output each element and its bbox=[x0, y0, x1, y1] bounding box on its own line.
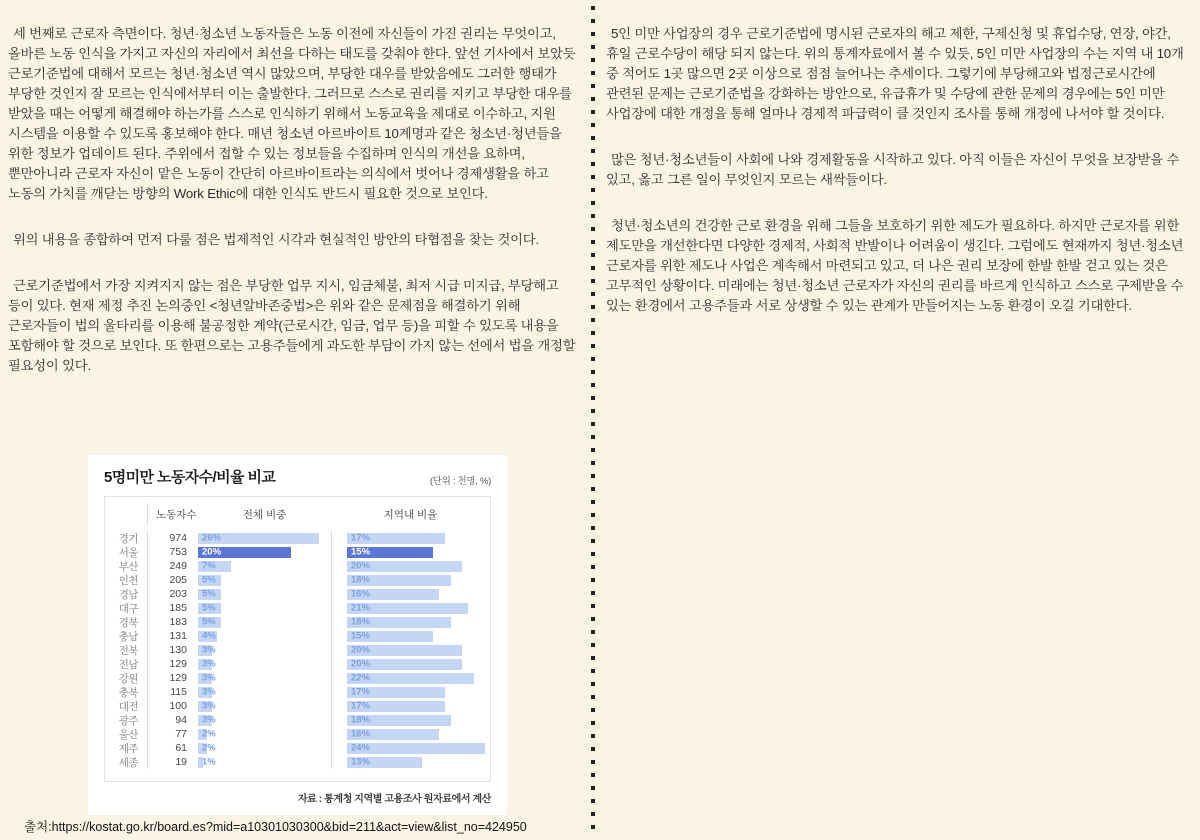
total-share-cell bbox=[198, 685, 331, 699]
chart-row bbox=[105, 531, 490, 545]
chart-row bbox=[105, 699, 490, 713]
regional-ratio-label: 18% bbox=[351, 714, 371, 726]
total-share-cell bbox=[198, 741, 331, 755]
total-share-label: 2% bbox=[202, 742, 216, 754]
region-label: 경북 bbox=[118, 616, 138, 629]
region-label: 세종 bbox=[118, 756, 138, 769]
total-share-cell bbox=[198, 755, 331, 769]
regional-ratio-cell bbox=[331, 685, 490, 699]
region-label: 부산 bbox=[118, 560, 138, 573]
total-share-label: 3% bbox=[202, 658, 216, 670]
region-label: 광주 bbox=[118, 714, 138, 727]
total-share-cell bbox=[198, 643, 331, 657]
total-share-label: 5% bbox=[202, 602, 216, 614]
total-share-cell bbox=[198, 531, 331, 545]
workers-value: 974 bbox=[147, 531, 198, 545]
region-label: 인천 bbox=[118, 574, 138, 587]
total-share-label: 2% bbox=[202, 728, 216, 740]
total-share-cell bbox=[198, 545, 331, 559]
regional-ratio-label: 15% bbox=[351, 630, 371, 642]
regional-ratio-label: 16% bbox=[351, 728, 371, 740]
total-share-label: 7% bbox=[202, 560, 216, 572]
chart-row bbox=[105, 685, 490, 699]
workers-value: 130 bbox=[147, 643, 198, 657]
column-divider-dotted bbox=[591, 6, 595, 836]
body-paragraph: 세 번째로 근로자 측면이다. 청년·청소년 노동자들은 노동 이전에 자신들이 가진 권리는 무엇이고, 올바른 노동 인식을 가지고 자신의 자리에서 최선을 다하는 태도를 갖춰야 한다. 앞선 기사에서 보았듯 근로기준법에 대해서 모르는 청년·청소년 역시 많았으며, 부당한 대우를 받았음에도 그러한 행태가 부당한 것인지 잘 모르는 인식에서부터 이는 출발한다. 그러므로 스스로 권리를 지키고 부당한 대우를 받았을 때는 어떻게 해결해야 하는가를 스스로 인식하기 위해서 노동교육을 제대로 이수하고, 지원 시스템을 이용할 수 있도록 홍보해야 한다. 매년 청소년 아르바이트 10계명과 같은 청소년·청년들을 위한 정보가 업데이트 된다. 주위에서 접할 수 있는 정보들을 수집하며 인식의 개선을 요하며, 뿐만아니라 근로자 자신이 맡은 노동이 간단히 아르바이트라는 의식에서 벗어나 경제생활을 하고 노동의 가치를 깨닫는 방향의 Work Ethic에 대한 인식도 반드시 필요한 것으로 보인다. bbox=[8, 26, 576, 201]
body-paragraph: 많은 청년·청소년들이 사회에 나와 경제활동을 시작하고 있다. 아직 이들은 자신이 무엇을 보장받을 수 있고, 옳고 그른 일이 무엇인지 모르는 새싹들이다. bbox=[606, 152, 1180, 187]
source-citation: 출처:https://kostat.go.kr/board.es?mid=a10301030300&bid=211&act=view&list_no=424950 bbox=[24, 820, 527, 834]
workers-value: 94 bbox=[147, 713, 198, 727]
workers-value: 129 bbox=[147, 671, 198, 685]
chart-row bbox=[105, 615, 490, 629]
workers-value: 205 bbox=[147, 573, 198, 587]
workers-value: 19 bbox=[147, 755, 198, 769]
region-label: 경남 bbox=[118, 588, 138, 601]
regional-ratio-label: 13% bbox=[351, 756, 371, 768]
total-share-cell bbox=[198, 657, 331, 671]
left-column bbox=[8, 24, 578, 402]
region-label: 전남 bbox=[118, 658, 138, 671]
workers-value: 203 bbox=[147, 587, 198, 601]
total-share-cell bbox=[198, 699, 331, 713]
total-share-cell bbox=[198, 629, 331, 643]
workers-value: 115 bbox=[147, 685, 198, 699]
total-share-label: 5% bbox=[202, 574, 216, 586]
total-share-cell bbox=[198, 601, 331, 615]
regional-ratio-cell bbox=[331, 657, 490, 671]
regional-ratio-label: 20% bbox=[351, 644, 371, 656]
chart-row bbox=[105, 559, 490, 573]
body-paragraph: 5인 미만 사업장의 경우 근로기준법에 명시된 근로자의 해고 제한, 구제신청 및 휴업수당, 연장, 야간, 휴일 근로수당이 해당 되지 않는다. 위의 통계자료에서 볼 수 있듯, 5인 미만 사업장의 수는 지역 내 10개 중 적어도 1곳 많으면 2곳 이상으로 점점 늘어나는 추세이다. 그렇기에 부당해고와 법정근로시간에 관련된 문제는 근로기준법을 강화하는 방안으로, 유급휴가 및 수당에 관한 문제의 경우에는 5인 미만 사업장에 대한 개정을 통해 얼마나 경제적 파급력이 클 것인지 조사를 통해 개정에 나서야 할 것이다. bbox=[606, 26, 1184, 121]
chart-rows bbox=[105, 531, 490, 769]
regional-ratio-cell bbox=[331, 741, 490, 755]
workers-value: 77 bbox=[147, 727, 198, 741]
region-label: 대구 bbox=[118, 602, 138, 615]
total-share-cell bbox=[198, 573, 331, 587]
body-paragraph: 위의 내용을 종합하여 먼저 다룰 점은 법제적인 시각과 현실적인 방안의 타협점을 찾는 것이다. bbox=[13, 232, 539, 247]
total-share-cell bbox=[198, 615, 331, 629]
regional-ratio-cell bbox=[331, 573, 490, 587]
regional-ratio-cell bbox=[331, 671, 490, 685]
regional-ratio-label: 20% bbox=[351, 658, 371, 670]
chart-row bbox=[105, 601, 490, 615]
chart-row bbox=[105, 545, 490, 559]
col-header-regional-ratio: 지역내 비율 bbox=[383, 508, 438, 521]
regional-ratio-cell bbox=[331, 755, 490, 769]
chart-row bbox=[105, 643, 490, 657]
chart-row bbox=[105, 657, 490, 671]
regional-ratio-cell bbox=[331, 713, 490, 727]
total-share-cell bbox=[198, 559, 331, 573]
body-paragraph: 청년·청소년의 건강한 근로 환경을 위해 그들을 보호하기 위한 제도가 필요하다. 하지만 근로자를 위한 제도만을 개선한다면 다양한 경제적, 사회적 반발이나 어려움이 생긴다. 그럼에도 현재까지 청년·청소년 근로자를 위한 제도나 사업은 계속해서 마련되고 있고, 더 나은 권리 보장에 한발 한발 걷고 있는 것은 고무적인 상황이다. 미래에는 청년·청소년 근로자가 자신의 권리를 바르게 인식하고 스스로 구제받을 수 있는 환경에서 고용주들과 서로 상생할 수 있는 관계가 만들어지는 노동 환경이 오길 기대한다. bbox=[606, 218, 1184, 313]
regional-ratio-cell bbox=[331, 531, 490, 545]
regional-ratio-label: 21% bbox=[351, 602, 371, 614]
regional-ratio-label: 17% bbox=[351, 532, 371, 544]
workers-value: 185 bbox=[147, 601, 198, 615]
total-share-label: 4% bbox=[202, 630, 216, 642]
total-share-cell bbox=[198, 727, 331, 741]
total-share-label: 20% bbox=[202, 546, 222, 558]
regional-ratio-label: 16% bbox=[351, 588, 371, 600]
chart-row bbox=[105, 629, 490, 643]
region-label: 충남 bbox=[118, 630, 138, 643]
workers-value: 183 bbox=[147, 615, 198, 629]
total-share-label: 3% bbox=[202, 672, 216, 684]
total-share-cell bbox=[198, 671, 331, 685]
right-column bbox=[606, 24, 1194, 342]
total-share-label: 26% bbox=[202, 532, 222, 544]
region-label: 대전 bbox=[118, 700, 138, 713]
workers-value: 249 bbox=[147, 559, 198, 573]
chart-row bbox=[105, 741, 490, 755]
regional-ratio-label: 24% bbox=[351, 742, 371, 754]
regional-ratio-cell bbox=[331, 629, 490, 643]
total-share-label: 3% bbox=[202, 700, 216, 712]
chart-card bbox=[88, 455, 507, 815]
region-label: 강원 bbox=[118, 672, 138, 685]
regional-ratio-cell bbox=[331, 727, 490, 741]
chart-row bbox=[105, 713, 490, 727]
workers-value: 100 bbox=[147, 699, 198, 713]
workers-value: 131 bbox=[147, 629, 198, 643]
region-label: 충북 bbox=[118, 686, 138, 699]
workers-value: 61 bbox=[147, 741, 198, 755]
regional-ratio-label: 20% bbox=[351, 560, 371, 572]
regional-ratio-label: 18% bbox=[351, 616, 371, 628]
regional-ratio-cell bbox=[331, 587, 490, 601]
regional-ratio-cell bbox=[331, 559, 490, 573]
region-label: 울산 bbox=[118, 728, 138, 741]
chart-title: 5명미만 노동자수/비율 비교 bbox=[104, 469, 276, 486]
chart-source-note: 자료 : 통계청 지역별 고용조사 원자료에서 계산 bbox=[297, 794, 491, 805]
workers-value: 753 bbox=[147, 545, 198, 559]
chart-row bbox=[105, 727, 490, 741]
region-label: 경기 bbox=[118, 532, 138, 545]
total-share-label: 1% bbox=[202, 756, 216, 768]
regional-ratio-label: 17% bbox=[351, 686, 371, 698]
total-share-cell bbox=[198, 587, 331, 601]
total-share-label: 3% bbox=[202, 686, 216, 698]
total-share-cell bbox=[198, 713, 331, 727]
region-label: 제주 bbox=[118, 742, 138, 755]
regional-ratio-label: 18% bbox=[351, 574, 371, 586]
chart-row bbox=[105, 573, 490, 587]
chart-column-header-row bbox=[105, 503, 490, 525]
region-label: 서울 bbox=[118, 546, 138, 559]
regional-ratio-cell bbox=[331, 545, 490, 559]
regional-ratio-cell bbox=[331, 699, 490, 713]
total-share-label: 3% bbox=[202, 644, 216, 656]
chart-unit-label: (단위 : 천명, %) bbox=[429, 476, 491, 487]
regional-ratio-cell bbox=[331, 601, 490, 615]
region-label: 전북 bbox=[118, 644, 138, 657]
col-header-total-share: 전체 비중 bbox=[242, 508, 287, 521]
regional-ratio-cell bbox=[331, 643, 490, 657]
regional-ratio-label: 17% bbox=[351, 700, 371, 712]
total-share-label: 5% bbox=[202, 588, 216, 600]
col-header-workers: 노동자수 bbox=[147, 503, 198, 525]
chart-row bbox=[105, 587, 490, 601]
chart-row bbox=[105, 671, 490, 685]
body-paragraph: 근로기준법에서 가장 지켜지지 않는 점은 부당한 업무 지시, 임금체불, 최저 시급 미지급, 부당해고 등이 있다. 현재 제정 추진 논의중인 <청년알바존중법>은 위와 같은 문제점을 해결하기 위해 근로자들이 법의 울타리를 이용해 불공정한 계약(근로시간, 임금, 업무 등)을 피할 수 있도록 내용을 포함해야 할 것으로 보인다. 또 한편으로는 고용주들에게 과도한 부담이 가지 않는 선에서 법을 개정할 필요성이 있다. bbox=[8, 278, 576, 373]
total-share-label: 3% bbox=[202, 714, 216, 726]
regional-ratio-label: 22% bbox=[351, 672, 371, 684]
chart-header bbox=[104, 467, 491, 487]
chart-table bbox=[104, 496, 491, 782]
regional-ratio-label: 15% bbox=[351, 546, 371, 558]
workers-value: 129 bbox=[147, 657, 198, 671]
chart-row bbox=[105, 755, 490, 769]
regional-ratio-cell bbox=[331, 615, 490, 629]
total-share-label: 5% bbox=[202, 616, 216, 628]
